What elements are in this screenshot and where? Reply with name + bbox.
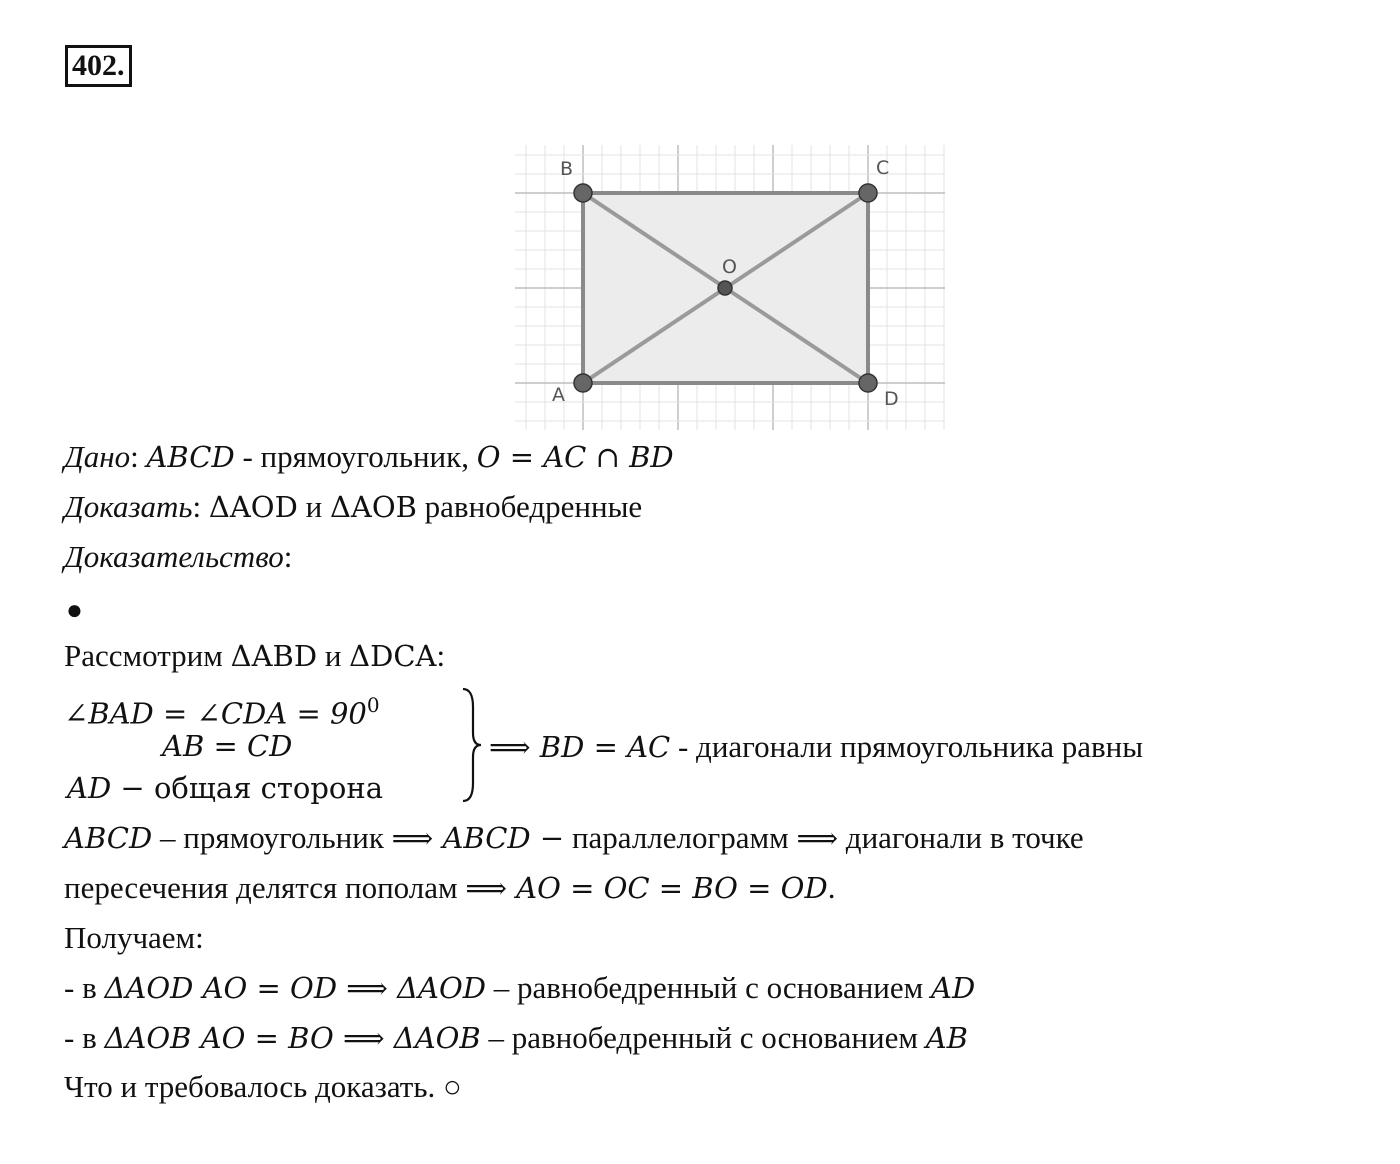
given-line bbox=[64, 437, 674, 477]
conclusion-math: ⟹ BD = AC bbox=[489, 730, 671, 764]
get-line bbox=[64, 918, 204, 958]
point-d bbox=[859, 374, 877, 392]
system-row-3-math: AD bbox=[67, 771, 112, 805]
c1-text-2: – равнобедренный с основанием bbox=[486, 970, 932, 1005]
system-row-3 bbox=[67, 768, 383, 808]
label-b: B bbox=[560, 158, 574, 180]
prove-line bbox=[64, 487, 642, 527]
equation-system bbox=[64, 685, 1364, 810]
conclusion-aob-line bbox=[64, 1018, 968, 1058]
conclusion-aod-line bbox=[64, 968, 975, 1008]
prove-label: Доказать bbox=[64, 489, 193, 524]
p1-text-3: диагонали в точке bbox=[838, 820, 1084, 855]
prove-text-1: и bbox=[297, 489, 330, 524]
p2-math-1: ⟹ AO = OC = BO = OD bbox=[465, 871, 828, 905]
consider-math-2: ΔDCA bbox=[349, 639, 437, 673]
bullet: ● bbox=[66, 595, 83, 626]
prove-math-2: ΔAOB bbox=[329, 490, 417, 524]
c2-text-1: - в bbox=[64, 1020, 105, 1055]
point-c bbox=[859, 184, 877, 202]
p1-text-1: – прямоугольник bbox=[152, 820, 392, 855]
given-text-1: - прямоугольник, bbox=[234, 439, 477, 474]
p1-math-1: ABCD bbox=[64, 821, 153, 855]
point-a bbox=[574, 374, 592, 392]
given-math-1: ABCD bbox=[146, 440, 235, 474]
qed-text: Что и требовалось доказать. ○ bbox=[64, 1069, 462, 1104]
parallelogram-line bbox=[64, 818, 1084, 858]
point-b bbox=[574, 184, 592, 202]
system-row-1-math: ∠BAD = ∠CDA = 90 bbox=[64, 696, 367, 731]
p2-text-1: пересечения делятся пополам bbox=[64, 870, 466, 905]
c1-math-1: ΔAOD AO = OD ⟹ ΔAOD bbox=[104, 971, 486, 1005]
qed-line bbox=[64, 1067, 462, 1107]
proof-label: Доказательство bbox=[64, 539, 284, 574]
conclusion-text: - диагонали прямоугольника равны bbox=[670, 729, 1144, 764]
consider-line bbox=[64, 636, 445, 676]
get-text: Получаем: bbox=[64, 920, 204, 955]
p1-text-2: параллелограмм bbox=[564, 820, 797, 855]
c2-math-2: AB bbox=[925, 1021, 968, 1055]
given-math-2: O = AC ∩ BD bbox=[476, 440, 674, 474]
consider-and: и bbox=[317, 638, 350, 673]
point-o bbox=[718, 281, 732, 295]
c1-math-2: AD bbox=[931, 971, 976, 1005]
right-brace bbox=[461, 685, 485, 805]
proof-colon: : bbox=[283, 539, 293, 574]
label-o: O bbox=[722, 256, 737, 278]
bisect-line bbox=[64, 868, 835, 908]
problem-number: 402. bbox=[65, 45, 132, 87]
c2-text-2: – равнобедренный с основанием bbox=[480, 1020, 926, 1055]
prove-colon: : bbox=[192, 489, 209, 524]
prove-math-1: ΔAOD bbox=[208, 490, 298, 524]
consider-text: Рассмотрим bbox=[64, 638, 231, 673]
system-row-1-sup: 0 bbox=[366, 693, 380, 717]
prove-text-2: равнобедренные bbox=[416, 489, 643, 524]
consider-math-1: ΔABD bbox=[230, 639, 318, 673]
rectangle-figure bbox=[515, 145, 945, 430]
system-row-2 bbox=[162, 726, 292, 766]
given-label: Дано bbox=[64, 439, 131, 474]
label-d: D bbox=[884, 388, 899, 410]
p1-math-3: ⟹ bbox=[796, 821, 839, 855]
proof-heading bbox=[64, 537, 292, 577]
c1-text-1: - в bbox=[64, 970, 105, 1005]
c2-math-1: ΔAOB AO = BO ⟹ ΔAOB bbox=[104, 1021, 481, 1055]
p1-math-2: ⟹ ABCD − bbox=[391, 821, 565, 855]
p2-text-2: . bbox=[827, 870, 836, 905]
system-conclusion bbox=[489, 727, 1143, 767]
label-c: C bbox=[876, 157, 890, 179]
system-row-2-math: AB = CD bbox=[162, 729, 293, 763]
system-row-3-text: − общая сторона bbox=[111, 771, 384, 805]
label-a: A bbox=[552, 384, 565, 406]
consider-colon: : bbox=[436, 638, 446, 673]
given-colon: : bbox=[130, 439, 139, 474]
